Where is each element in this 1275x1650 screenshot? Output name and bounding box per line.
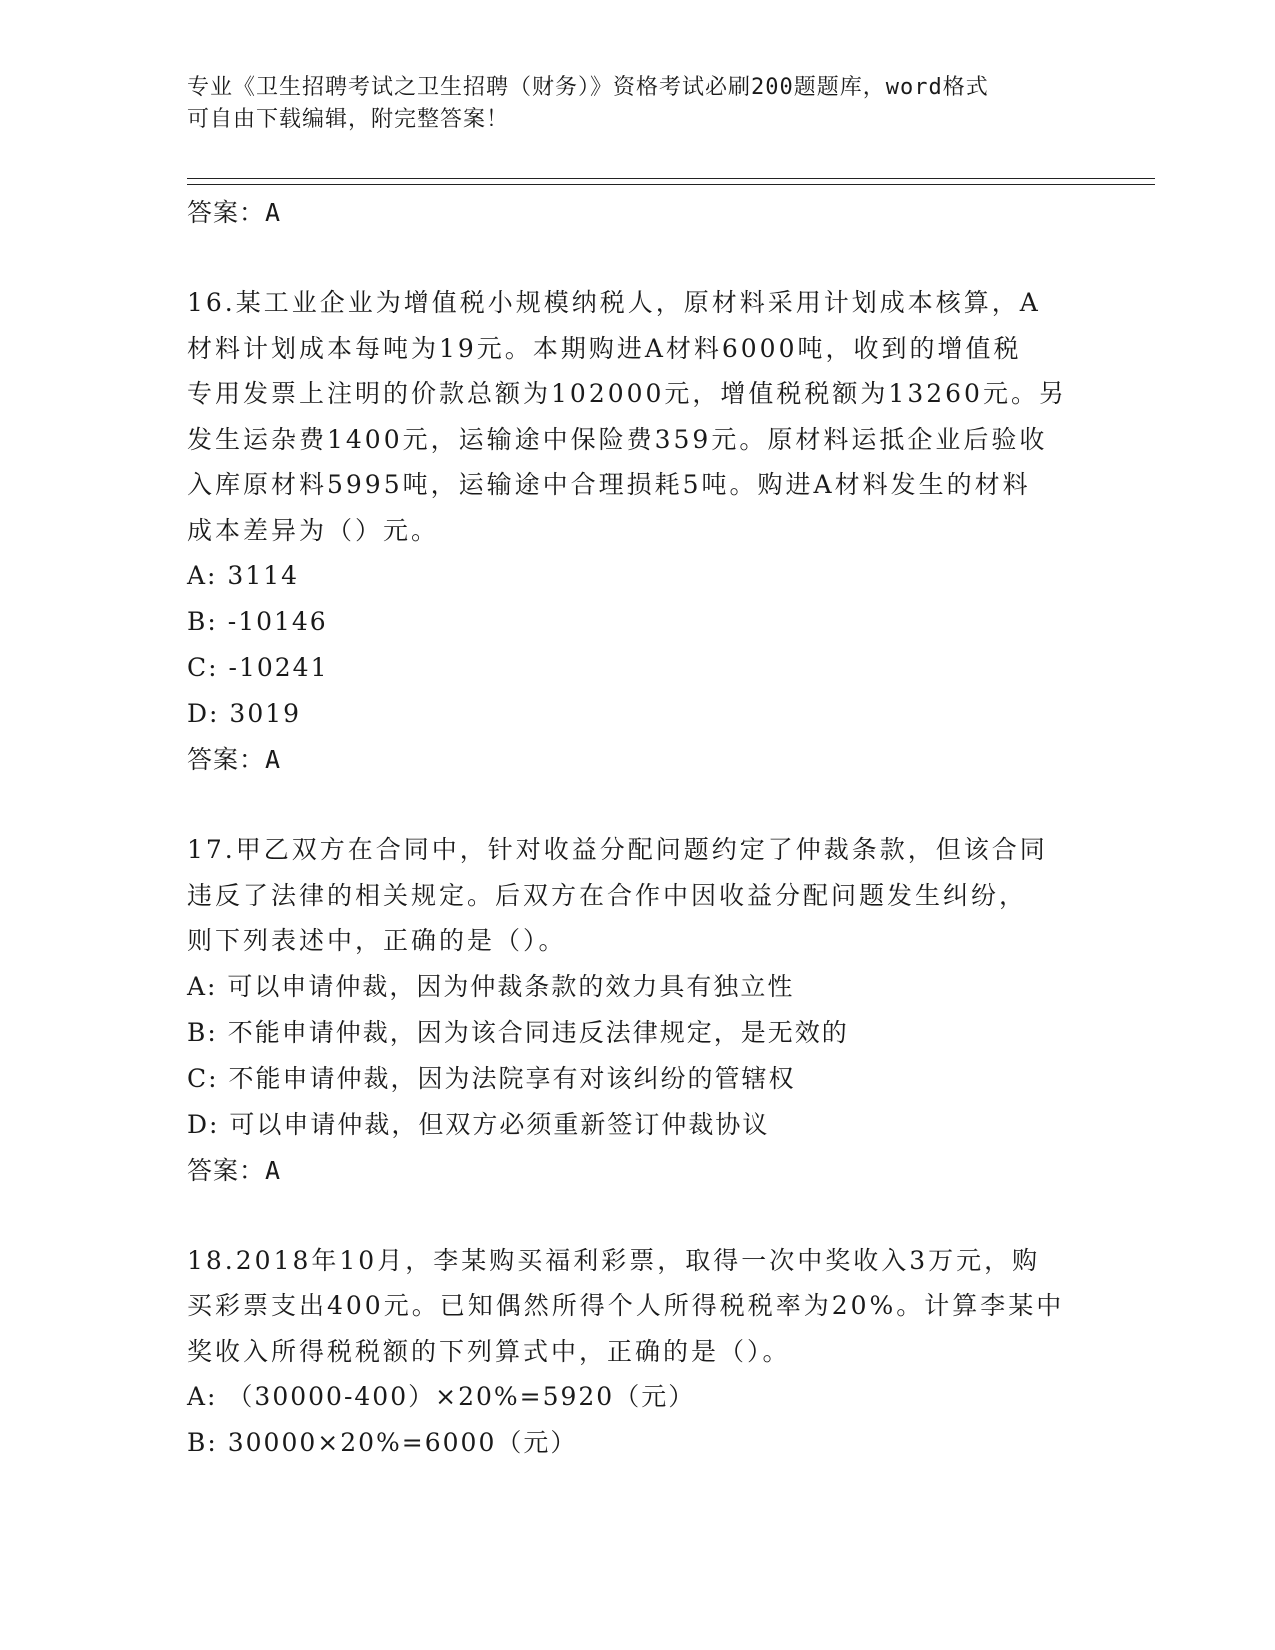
question-line: 18.2018年10月，李某购买福利彩票，取得一次中奖收入3万元，购 bbox=[187, 1245, 1041, 1275]
question-line: 发生运杂费1400元，运输途中保险费359元。原材料运抵企业后验收 bbox=[187, 424, 1048, 454]
answer: 答案：A bbox=[187, 1155, 282, 1185]
question-17-text bbox=[187, 827, 1087, 964]
question-line: 则下列表述中，正确的是（）。 bbox=[187, 926, 567, 955]
option-c: C: -10241 bbox=[187, 653, 329, 682]
header-line-2: 可自由下载编辑，附完整答案！ bbox=[187, 107, 510, 132]
question-line: 买彩票支出400元。已知偶然所得个人所得税税率为20%。计算李某中 bbox=[187, 1291, 1065, 1320]
question-line: 成本差异为（）元。 bbox=[187, 515, 440, 545]
option-a: A: 3114 bbox=[187, 561, 300, 590]
question-18-text bbox=[187, 1238, 1087, 1375]
header-divider-bottom bbox=[187, 184, 1155, 185]
option-b: B: 30000×20%=6000（元） bbox=[187, 1428, 578, 1457]
question-18 bbox=[187, 1238, 1087, 1467]
previous-answer: 答案：A bbox=[187, 198, 282, 227]
option-d: D: 可以申请仲裁，但双方必须重新签订仲裁协议 bbox=[187, 1109, 770, 1139]
option-b: B: -10146 bbox=[187, 607, 328, 636]
question-line: 奖收入所得税税额的下列算式中，正确的是（）。 bbox=[187, 1336, 791, 1366]
question-line: 16.某工业企业为增值税小规模纳税人，原材料采用计划成本核算，A bbox=[187, 288, 1041, 317]
question-line: 违反了法律的相关规定。后双方在合作中因收益分配问题发生纠纷， bbox=[187, 880, 1028, 910]
question-list bbox=[187, 190, 1087, 1466]
question-line: 专用发票上注明的价款总额为102000元，增值税税额为13260元。另 bbox=[187, 379, 1067, 408]
header-divider-top bbox=[187, 178, 1155, 179]
option-d: D: 3019 bbox=[187, 699, 302, 728]
option-c: C: 不能申请仲裁，因为法院享有对该纠纷的管辖权 bbox=[187, 1063, 796, 1093]
answer: 答案：A bbox=[187, 745, 282, 774]
option-a: A: 可以申请仲裁，因为仲裁条款的效力具有独立性 bbox=[187, 971, 795, 1001]
question-line: 材料计划成本每吨为19元。本期购进A材料6000吨，收到的增值税 bbox=[187, 333, 1022, 363]
question-line: 入库原材料5995吨，运输途中合理损耗5吨。购进A材料发生的材料 bbox=[187, 470, 1031, 499]
question-16 bbox=[187, 280, 1087, 783]
document-header bbox=[187, 72, 1087, 136]
option-b: B: 不能申请仲裁，因为该合同违反法律规定，是无效的 bbox=[187, 1017, 849, 1047]
question-16-text bbox=[187, 280, 1087, 553]
question-line: 17.甲乙双方在合同中，针对收益分配问题约定了仲裁条款，但该合同 bbox=[187, 835, 1048, 864]
header-line-1: 专业《卫生招聘考试之卫生招聘（财务）》资格考试必刷200题题库，word格式 bbox=[187, 75, 989, 100]
option-a: A: （30000-400）×20%=5920（元） bbox=[187, 1382, 696, 1411]
question-17 bbox=[187, 827, 1087, 1194]
